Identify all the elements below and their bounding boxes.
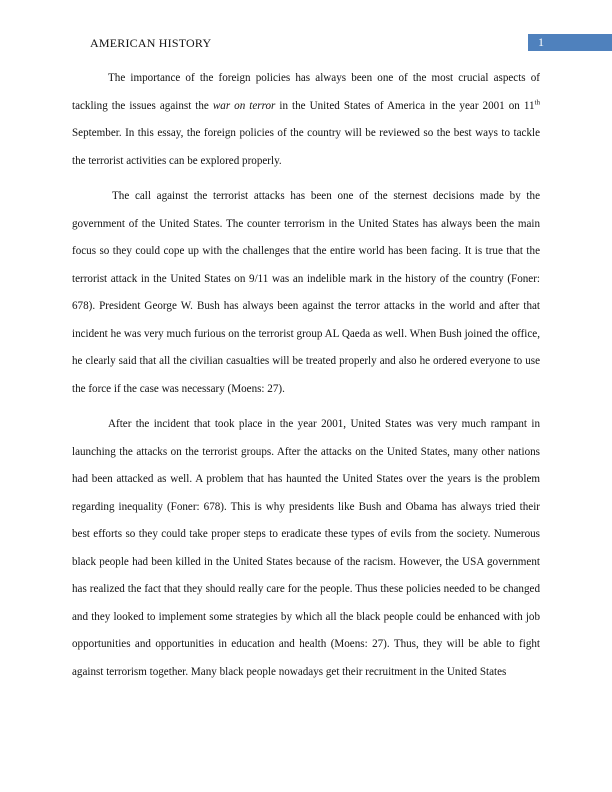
- page-number-badge: [528, 34, 612, 51]
- paragraph-3: After the incident that took place in the year 2001, United States was very much rampant in launching the attacks on the terrorist groups. After the attacks on the United States, many other nations had been attacked as well. A problem that has haunted the United States over the years is the problem regarding inequality (Foner: 678). This is why presidents like Bush and Obama has always tried their best efforts so they could take proper steps to eradicate these types of evils from the society. Numerous black people had been killed in the United States because of the racism. However, the USA government has realized the fact that they should really care for the people. Thus these policies needed to be changed and they looked to implement some strategies by which all the black people could be enhanced with job opportunities and opportunities in education and health (Moens: 27). Thus, they will be able to fight against terrorism together. Many black people nowadays get their recruitment in the United States: [72, 418, 540, 678]
- document-body: [72, 65, 540, 694]
- page-number: 1: [538, 35, 544, 49]
- running-header: AMERICAN HISTORY: [90, 36, 212, 50]
- paragraph-2: The call against the terrorist attacks has been one of the sternest decisions made by the government of the United States. The counter terrorism in the United States has always been the main focus so they could cope up with the challenges that the entire world has been facing. It is true that the terrorist attack in the United States on 9/11 was an indelible mark in the history of the country (Foner: 678). President George W. Bush has always been against the terror attacks in the world and after that incident he was very much furious on the terrorist group AL Qaeda as well. When Bush joined the office, he clearly said that all the civilian casualties will be treated properly and also he ordered everyone to use the force if the case was necessary (Moens: 27).: [72, 190, 540, 395]
- paragraph-1: [72, 65, 540, 175]
- ordinal-superscript: th: [534, 97, 540, 106]
- paragraph-1-part-a: The importance of the foreign policies has always been one of the most crucial aspects of tackling the issues against the: [72, 72, 540, 112]
- paragraph-1-part-c: September. In this essay, the foreign policies of the country will be reviewed so the best ways to tackle the terrorist activities can be explored properly.: [72, 127, 540, 167]
- paragraph-1-part-b: in the United States of America in the year 2001 on 11: [275, 99, 535, 112]
- emphasis-war-on-terror: war on terror: [212, 99, 276, 112]
